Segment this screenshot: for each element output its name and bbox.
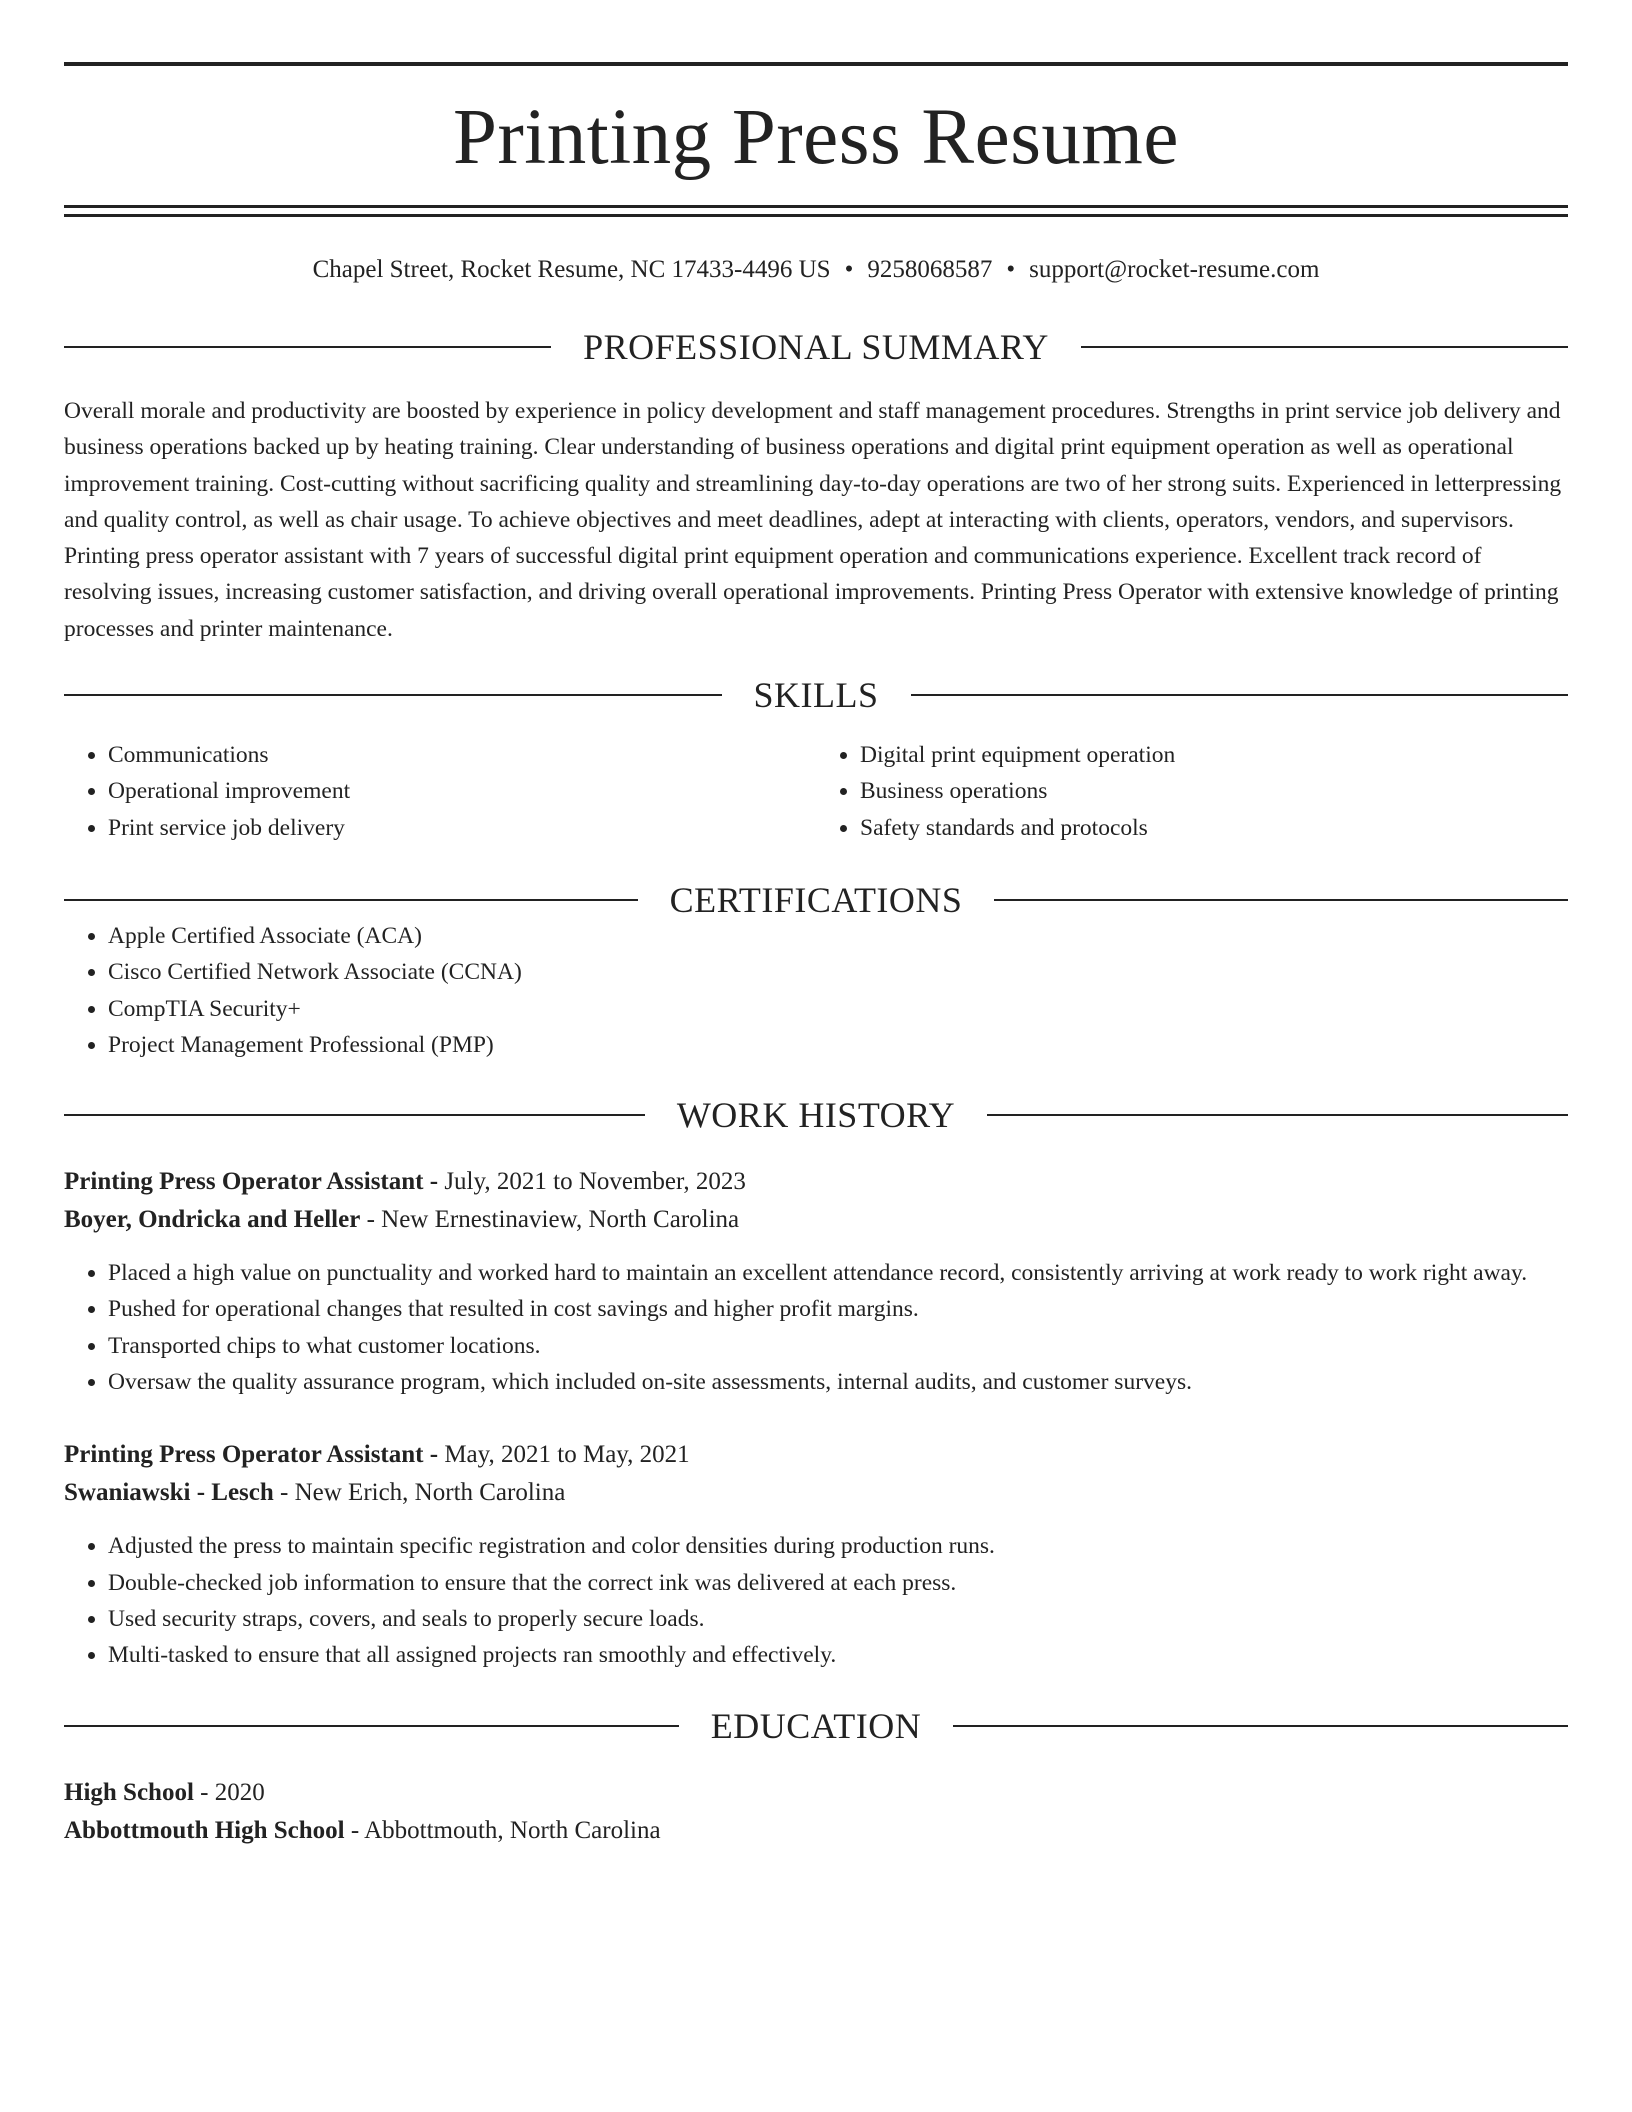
job-dash: - xyxy=(423,1441,445,1469)
certifications-heading: CERTIFICATIONS xyxy=(669,879,963,920)
job-company-line xyxy=(64,1201,1568,1239)
certification-item: • Project Management Professional (PMP) xyxy=(108,1027,1568,1063)
skill-item: • Operational improvement xyxy=(108,773,816,809)
education-degree-line xyxy=(64,1774,1568,1812)
skill-item: • Safety standards and protocols xyxy=(860,810,1568,846)
top-rule xyxy=(64,62,1568,66)
education-entry xyxy=(64,1774,1568,1850)
skills-section-heading xyxy=(64,675,1568,716)
heading-rule-left xyxy=(64,1725,679,1727)
skills-heading: SKILLS xyxy=(753,675,879,716)
job-entry xyxy=(64,1436,1568,1673)
skill-item: • Print service job delivery xyxy=(108,810,816,846)
heading-rule-left xyxy=(64,694,722,696)
education-dash: - xyxy=(193,1778,215,1806)
job-dash: - xyxy=(360,1206,382,1234)
job-dash: - xyxy=(423,1168,445,1196)
job-title-line xyxy=(64,1163,1568,1201)
education-location: Abbottmouth, North Carolina xyxy=(364,1816,661,1844)
job-dash: - xyxy=(273,1479,295,1507)
education-year: 2020 xyxy=(214,1778,265,1806)
job-bullet: • Multi-tasked to ensure that all assigned projects ran smoothly and effectively. xyxy=(108,1637,1568,1673)
contact-phone: 9258068587 xyxy=(867,256,993,283)
job-title: Printing Press Operator Assistant xyxy=(64,1441,424,1469)
certification-item: • Cisco Certified Network Associate (CCNA) xyxy=(108,954,1568,990)
job-bullets xyxy=(64,1255,1568,1400)
job-bullet: • Transported chips to what customer locations. xyxy=(108,1328,1568,1364)
contact-address: Chapel Street, Rocket Resume, NC 17433-4496 US xyxy=(312,256,831,283)
heading-rule-left xyxy=(64,899,638,901)
heading-rule-right xyxy=(987,1114,1568,1116)
job-bullets xyxy=(64,1528,1568,1673)
work-heading: WORK HISTORY xyxy=(676,1095,956,1136)
heading-rule-right xyxy=(953,1725,1568,1727)
education-dash: - xyxy=(344,1816,365,1844)
job-bullet: • Oversaw the quality assurance program, which included on-site assessments, internal audits, and customer surveys. xyxy=(108,1364,1568,1400)
job-bullet: • Pushed for operational changes that resulted in cost savings and higher profit margins. xyxy=(108,1291,1568,1327)
certifications-list xyxy=(64,918,1568,1063)
resume-title: Printing Press Resume xyxy=(453,94,1179,181)
heading-rule-left xyxy=(64,346,551,348)
contact-line xyxy=(64,255,1568,285)
summary-heading: PROFESSIONAL SUMMARY xyxy=(583,327,1049,367)
job-dates: May, 2021 to May, 2021 xyxy=(444,1441,690,1469)
job-entry xyxy=(64,1163,1568,1400)
education-school-line xyxy=(64,1812,1568,1850)
job-bullet: • Adjusted the press to maintain specific registration and color densities during production runs. xyxy=(108,1528,1568,1564)
education-degree: High School xyxy=(64,1778,194,1806)
job-bullet: • Double-checked job information to ensure that the correct ink was delivered at each press. xyxy=(108,1565,1568,1601)
heading-rule-left xyxy=(64,1114,645,1116)
summary-section-heading xyxy=(64,329,1568,365)
job-bullet: • Used security straps, covers, and seals to properly secure loads. xyxy=(108,1601,1568,1637)
skill-item: • Business operations xyxy=(860,773,1568,809)
contact-email: support@rocket-resume.com xyxy=(1029,256,1320,283)
skill-item: • Communications xyxy=(108,737,816,773)
job-dates: July, 2021 to November, 2023 xyxy=(444,1168,746,1196)
job-company: Boyer, Ondricka and Heller xyxy=(64,1206,361,1234)
job-bullet: • Placed a high value on punctuality and worked hard to maintain an excellent attendance record, consistently arriving at work ready to work right away. xyxy=(108,1255,1568,1291)
skills-column-left xyxy=(64,737,816,846)
skill-item: • Digital print equipment operation xyxy=(860,737,1568,773)
education-school: Abbottmouth High School xyxy=(64,1816,345,1844)
title-double-rule xyxy=(64,205,1568,217)
heading-rule-right xyxy=(1081,346,1568,348)
education-section-heading xyxy=(64,1705,1568,1746)
work-section-heading xyxy=(64,1095,1568,1136)
skills-list xyxy=(64,737,1568,846)
job-location: New Erich, North Carolina xyxy=(294,1479,566,1507)
certification-item: • Apple Certified Associate (ACA) xyxy=(108,918,1568,954)
job-company: Swaniawski - Lesch xyxy=(64,1479,274,1507)
education-heading: EDUCATION xyxy=(710,1705,922,1746)
heading-rule-right xyxy=(994,899,1568,901)
job-title-line xyxy=(64,1436,1568,1474)
contact-separator: • xyxy=(1006,256,1016,283)
summary-paragraph: Overall morale and productivity are boosted by experience in policy development and staff management procedures. Strengths in print service job delivery and business operations backed up by heating training. Clear understanding of business operations and digital print equipment operation as well as operational improvement training. Cost-cutting without sacrificing quality and streamlining day-to-day operations are two of her strong suits. Experienced in letterpressing and quality control, as well as chair usage. To achieve objectives and meet deadlines, adept at interacting with clients, operators, vendors, and supervisors. Printing press operator assistant with 7 years of successful digital print equipment operation and communications experience. Excellent track record of resolving issues, increasing customer satisfaction, and driving overall operational improvements. Printing Press Operator with extensive knowledge of printing processes and printer maintenance. xyxy=(64,398,1562,642)
heading-rule-right xyxy=(911,694,1569,696)
certification-item: • CompTIA Security+ xyxy=(108,991,1568,1027)
skills-column-right xyxy=(816,737,1568,846)
contact-separator: • xyxy=(844,256,854,283)
job-location: New Ernestinaview, North Carolina xyxy=(381,1206,740,1234)
certifications-section-heading xyxy=(64,879,1568,920)
job-company-line xyxy=(64,1474,1568,1512)
job-title: Printing Press Operator Assistant xyxy=(64,1168,424,1196)
